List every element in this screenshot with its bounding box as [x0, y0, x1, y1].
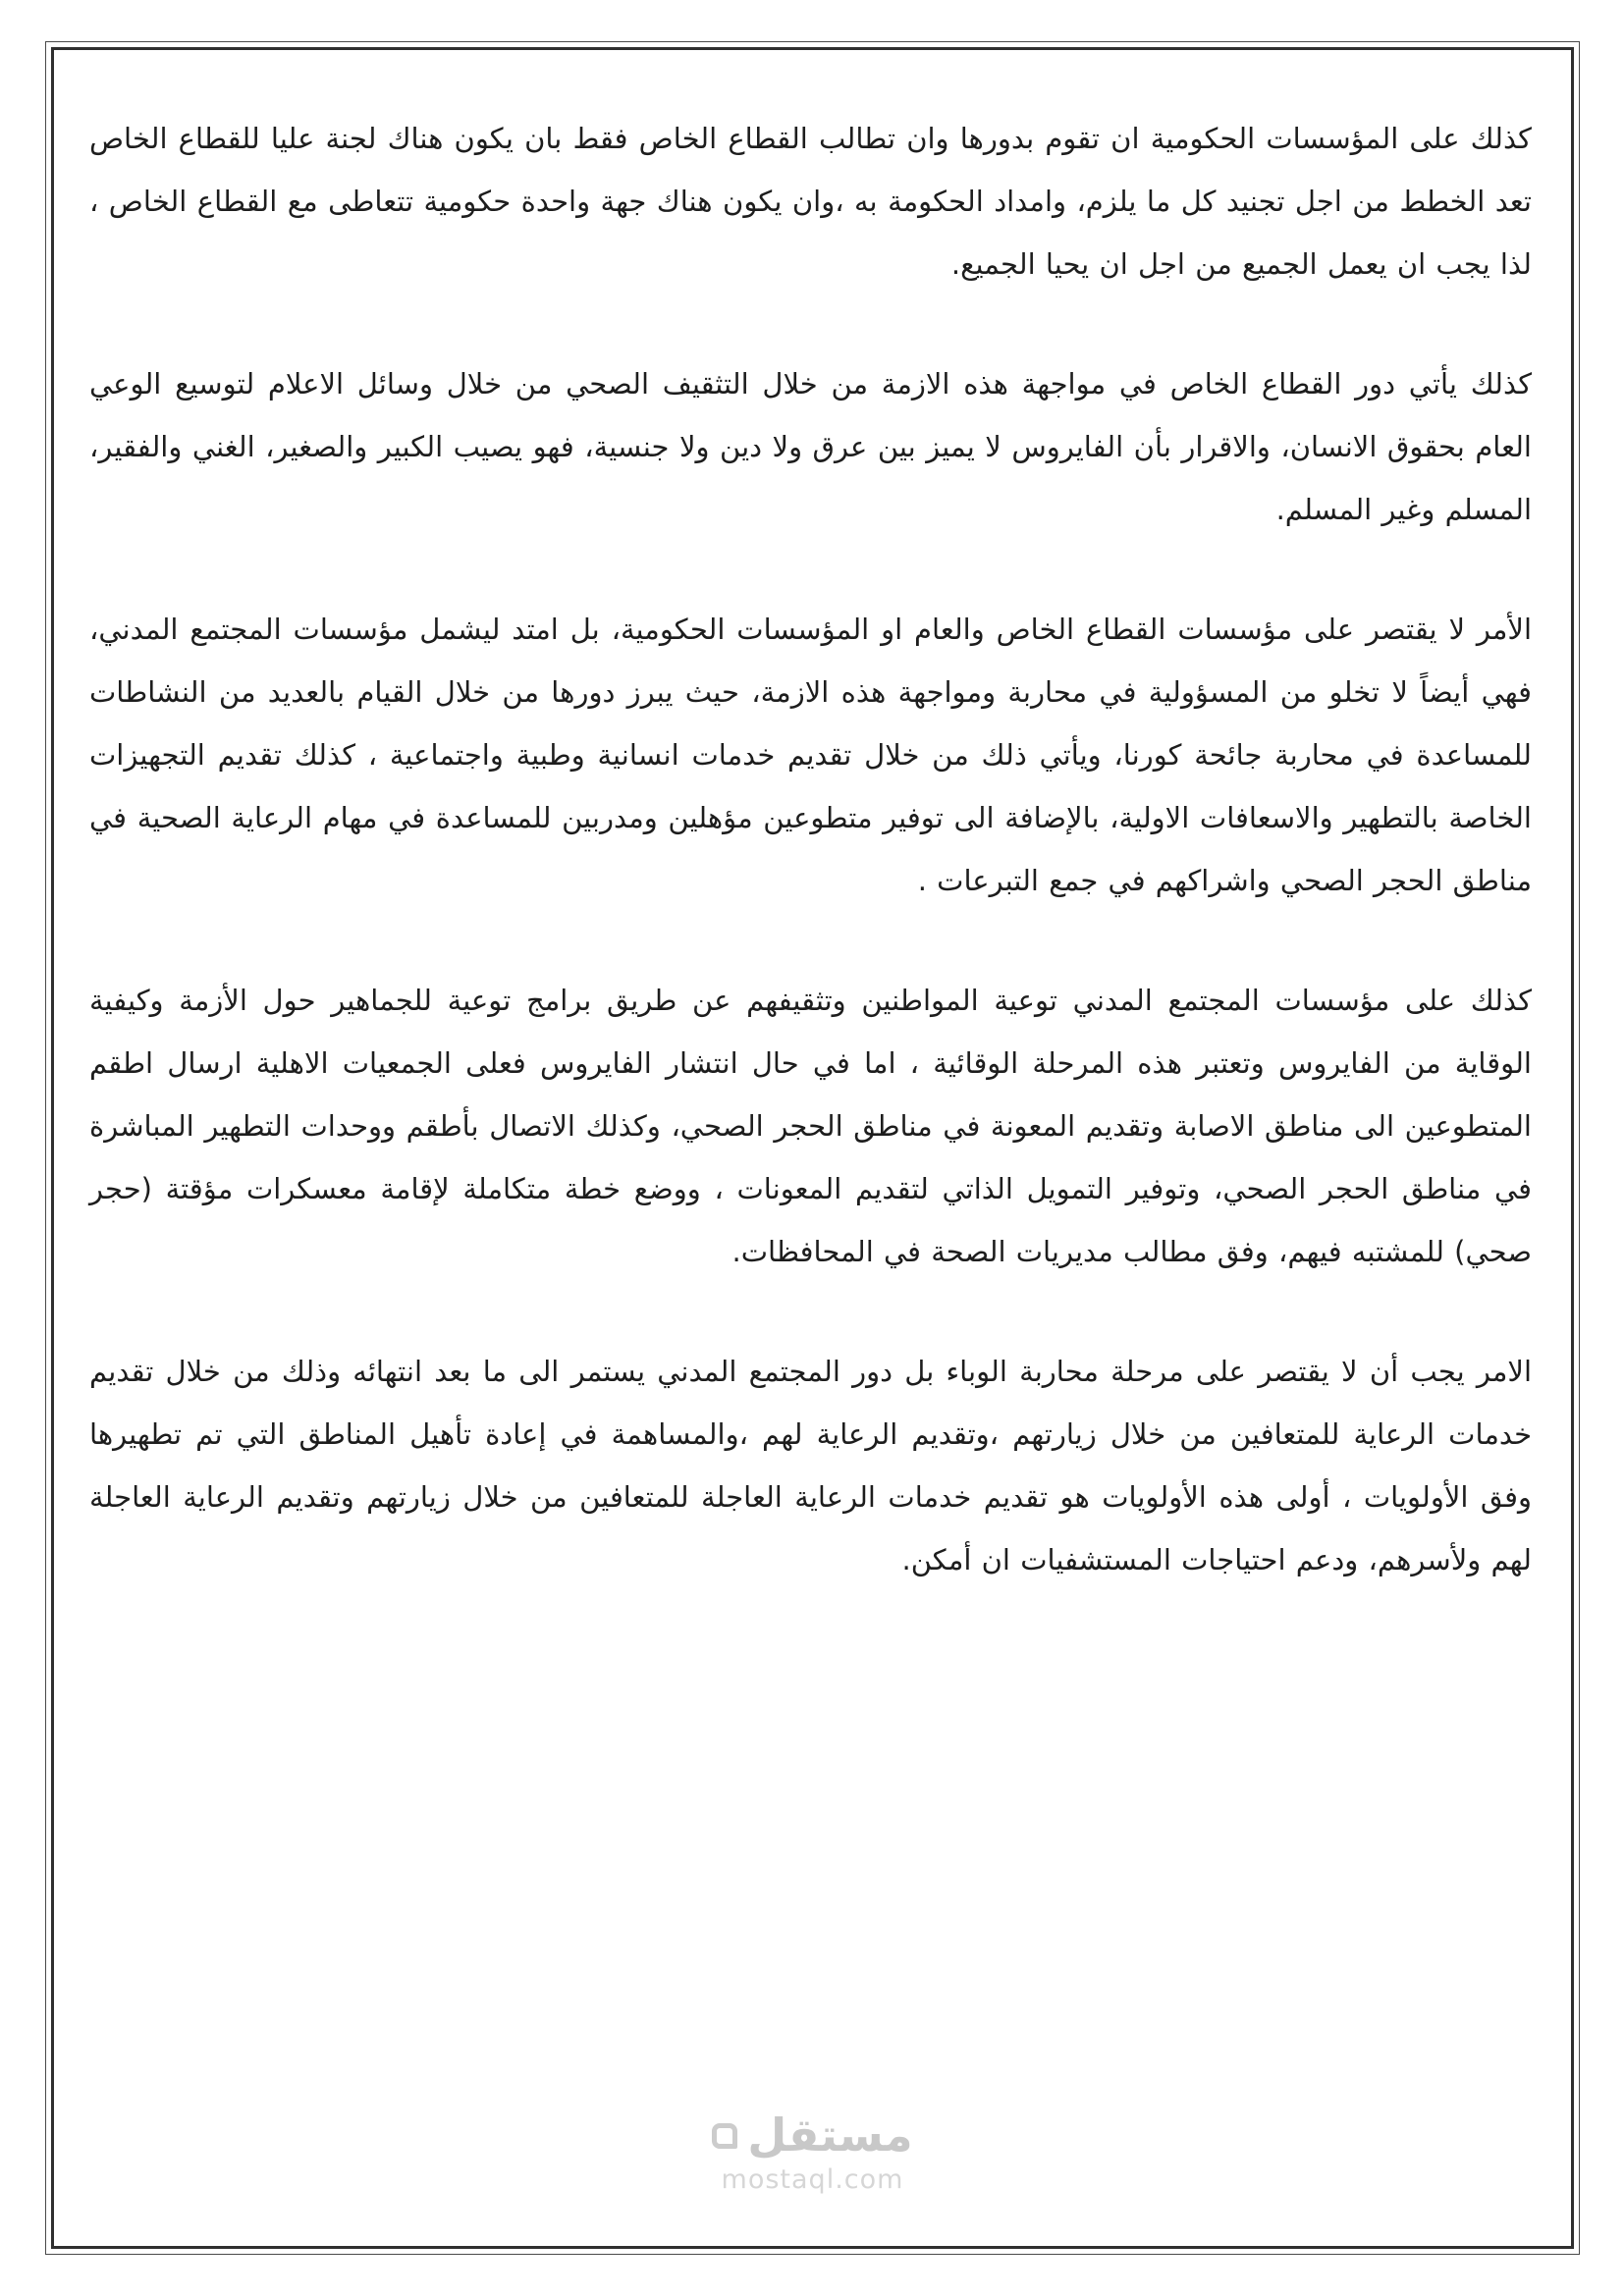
paragraph-private-sector-role: كذلك يأتي دور القطاع الخاص في مواجهة هذه الازمة من خلال التثقيف الصحي من خلال وسائل الاعلام لتوسيع الوعي العام بحقوق الانسان، والاقرار بأن الفايروس لا يميز بين عرق ولا دين ولا جنسية، فهو يصيب الكبير والصغير، الغني والفقير، المسلم وغير المسلم.: [89, 367, 1532, 526]
page-border-inner: [51, 47, 1574, 2249]
paragraph-government-institutions: كذلك على المؤسسات الحكومية ان تقوم بدورها وان تطالب القطاع الخاص فقط بان يكون هناك لجنة عليا للقطاع الخاص تعد الخطط من اجل تجنيد كل ما يلزم، وامداد الحكومة به ،وان يكون هناك جهة واحدة حكومية تتعاطى مع القطاع الخاص ، لذا يجب ان يعمل الجميع من اجل ان يحيا الجميع.: [89, 122, 1532, 281]
watermark-brand-text: مستقل: [747, 2109, 913, 2163]
document-content: [89, 107, 1532, 1591]
paragraph-awareness-programs: كذلك على مؤسسات المجتمع المدني توعية المواطنين وتثقيفهم عن طريق برامج توعية للجماهير حول الأزمة وكيفية الوقاية من الفايروس وتعتبر هذه المرحلة الوقائية ، اما في حال انتشار الفايروس فعلى الجمعيات الاهلية ارسال اطقم المتطوعين الى مناطق الاصابة وتقديم المعونة في مناطق الحجر الصحي، وكذلك الاتصال بأطقم ووحدات التطهير المباشرة في مناطق الحجر الصحي، وتوفير التمويل الذاتي لتقديم المعونات ، ووضع خطة متكاملة لإقامة معسكرات مؤقتة (حجر صحي) للمشتبه فيهم، وفق مطالب مديريات الصحة في المحافظات.: [89, 984, 1532, 1268]
mostaql-logo-icon: [712, 2123, 737, 2149]
watermark-logo-row: [54, 2110, 1571, 2161]
page-border-outer: [45, 41, 1580, 2255]
paragraph-post-epidemic-care: الامر يجب أن لا يقتصر على مرحلة محاربة الوباء بل دور المجتمع المدني يستمر الى ما بعد انتهائه وذلك من خلال تقديم خدمات الرعاية للمتعافين من خلال زيارتهم ،وتقديم الرعاية لهم ،والمساهمة في إعادة تأهيل المناطق التي تم تطهيرها وفق الأولويات ، أولى هذه الأولويات هو تقديم خدمات الرعاية العاجلة للمتعافين من خلال زيارتهم وتقديم الرعاية العاجلة لهم ولأسرهم، ودعم احتياجات المستشفيات ان أمكن.: [89, 1355, 1532, 1576]
watermark-site-url: mostaql.com: [721, 2164, 904, 2195]
paragraph-civil-society-institutions: الأمر لا يقتصر على مؤسسات القطاع الخاص والعام او المؤسسات الحكومية، بل امتد ليشمل مؤسسات المجتمع المدني، فهي أيضاً لا تخلو من المسؤولية في محاربة ومواجهة هذه الازمة، حيث يبرز دورها من خلال القيام بالعديد من النشاطات للمساعدة في محاربة جائحة كورنا، ويأتي ذلك من خلال تقديم خدمات انسانية وطبية واجتماعية ، كذلك تقديم التجهيزات الخاصة بالتطهير والاسعافات الاولية، بالإضافة الى توفير متطوعين مؤهلين ومدربين للمساعدة في مهام الرعاية الصحية في مناطق الحجر الصحي واشراكهم في جمع التبرعات .: [89, 613, 1532, 897]
watermark: [54, 2110, 1571, 2195]
